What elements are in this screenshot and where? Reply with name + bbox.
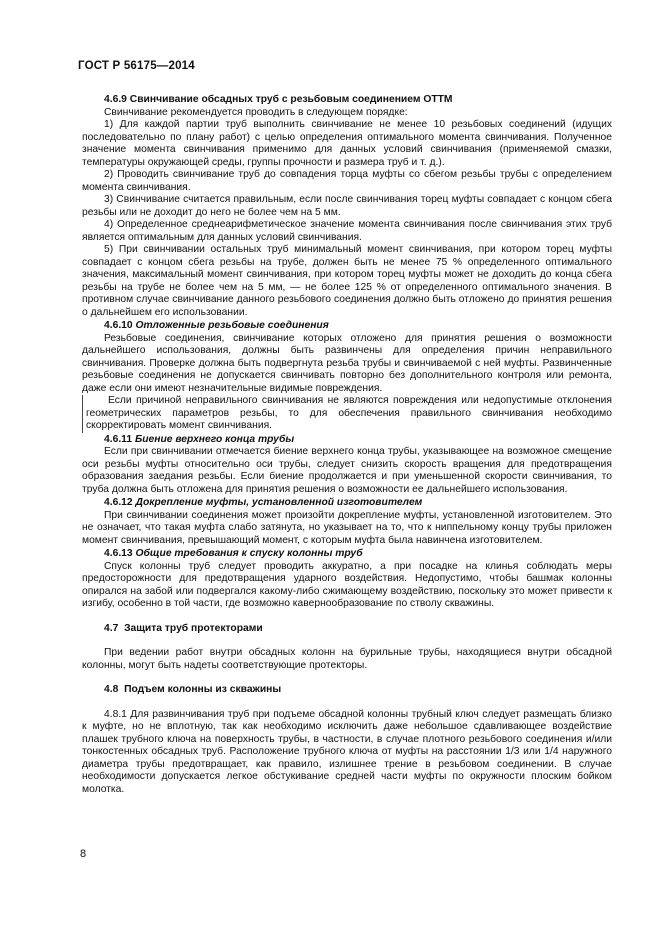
paragraph: 4.8.1 Для развинчивания труб при подъеме обсадной колонны трубный ключ следует размещать близко к муфте, но не вплотную, так как необходимо исключить даже небольшое сдавливающее воздействие плашек трубного ключа на поверхность трубы, в частности, в случае плотного резьбового соединения и/или тонкостенных обсадных труб. Расположение трубного ключа от муфты на расстоянии 1/3 или 1/4 наружного диаметра трубы предотвращает, как правило, излишнее трение в резьбовом соединении. В случае необходимости допускается легкое обстукивание средней части муфты по окружности плоским бойком молотка. — [82, 708, 612, 795]
document-body — [82, 94, 612, 796]
section-heading-level2: 4.8 Подъем колонны из скважины — [104, 684, 282, 695]
section-heading: 4.6.11 Биение верхнего конца трубы — [104, 433, 295, 445]
paragraph: 4) Определенное среднеарифметическое значение момента свинчивания после свинчивания этих труб является оптимальным для данных условий свинчивания. — [82, 219, 612, 243]
paragraph: 1) Для каждой партии труб выполнить свинчивание не менее 10 резьбовых соединений (идущих последовательно по плану работ) с целью определения оптимального момента свинчивания. Полученное значение момента свинчивания применимо для данных условий свинчивания (применяемой смазки, температуры окружающей среды, группы прочности и размера труб и т. д.). — [82, 119, 612, 168]
paragraph: 5) При свинчивании остальных труб минимальный момент свинчивания, при котором торец муфты совпадает с концом сбега резьбы на трубе, должен быть не менее 75 % определенного оптимального значения, максимальный момент свинчивания, при котором торец муфты может не доходить до конца сбега резьбы на трубе не более чем на 5 мм, — не более 125 % от определенного оптимального значения. В противном случае свинчивание данного резьбового соединения должно быть отложено до принятия решения о дальнейшем его использовании. — [82, 244, 612, 318]
paragraph: 3) Свинчивание считается правильным, если после свинчивания торец муфты совпадает с концом сбега резьбы или не доходит до него не более чем на 5 мм. — [82, 194, 612, 218]
paragraph: Свинчивание рекомендуется проводить в следующем порядке: — [104, 106, 408, 118]
paragraph: Если при свинчивании отмечается биение верхнего конца трубы, указывающее на возможное смещение оси резьбы муфты относительно оси трубы, следует снизить скорость вращения для предотвращения образования заедания резьбы. Если биение продолжается и при уменьшенной скорости свинчивания, то труба должна быть отложена для принятия решения о возможности ее дальнейшего использования. — [82, 446, 612, 495]
section-heading: 4.6.13 Общие требования к спуску колонны труб — [104, 548, 363, 559]
paragraph: 2) Проводить свинчивание труб до совпадения торца муфты со сбегом резьбы трубы с определением момента свинчивания. — [82, 169, 612, 193]
section-heading: 4.6.9 Свинчивание обсадных труб с резьбовым соединением ОТТМ — [104, 94, 453, 105]
section-heading: 4.6.10 Отложенные резьбовые соединения — [104, 320, 329, 331]
section-heading: 4.6.12 Докрепление муфты, установленной изготовителем — [104, 497, 423, 508]
page-number: 8 — [80, 848, 87, 860]
section-heading-level2: 4.7 Защита труб протекторами — [104, 622, 263, 634]
paragraph: При ведении работ внутри обсадных колонн на бурильные трубы, находящиеся внутри обсадной колонны, могут быть надеты соответствующие протекторы. — [82, 647, 612, 671]
paragraph-change-marked: Если причиной неправильного свинчивания не являются повреждения или недопустимые отклонения геометрических параметров резьбы, то для обеспечения правильного свинчивания необходимо скорректировать момент свинчивания. — [82, 395, 612, 433]
paragraph: При свинчивании соединения может произойти докрепление муфты, установленной изготовителем. Это не означает, что такая муфта слабо затянута, но указывает на то, что к ниппельному концу трубы приложен момент свинчивания, превышающий момент, с которым муфта была навинчена изготовителем. — [82, 509, 612, 546]
paragraph: Резьбовые соединения, свинчивание которых отложено для принятия решения о возможности дальнейшего использования, должны быть развинчены для определения причин неправильного свинчивания. Проверке должна быть подвергнута резьба трубы и свинчиваемой с ней муфты. Развинченные резьбовые соединения не допускается свинчивать повторно без дополнительного контроля или ремонта, даже если они имеют незначительные видимые повреждения. — [82, 332, 612, 394]
document-header: ГОСТ Р 56175—2014 — [78, 60, 195, 72]
paragraph: Спуск колонны труб следует проводить аккуратно, а при посадке на клинья соблюдать меры предосторожности для предотвращения ударного воздействия. Недопустимо, чтобы башмак колонны опирался на забой или подвергался какому-либо сжимающему воздействию, поскольку это может привести к изгибу, особенно в той части, где возможно кавернообразование по стволу скважины. — [82, 560, 612, 609]
